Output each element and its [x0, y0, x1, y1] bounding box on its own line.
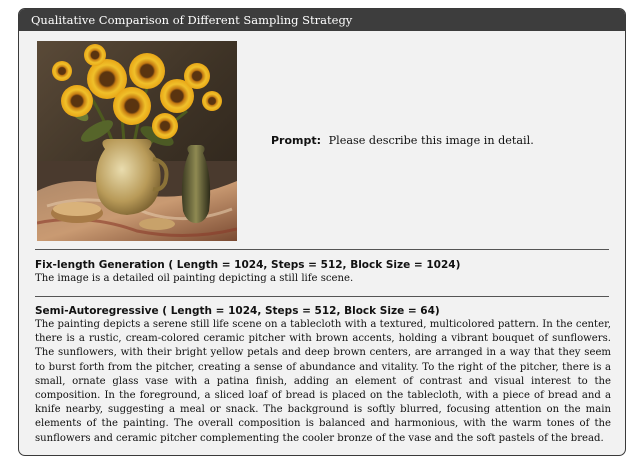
input-row: [37, 41, 607, 241]
comparison-card: [18, 8, 626, 456]
section-divider: [35, 296, 609, 297]
section-divider: [35, 249, 609, 250]
prompt-text: Please describe this image in detail.: [328, 134, 534, 147]
semi-autoregressive-section: [35, 304, 611, 446]
sunflower-painting-image: [37, 41, 237, 241]
semi-autoregressive-output: The painting depicts a serene still life scene on a tablecloth with a textured, multicolored pattern. In the center, there is a rustic, cream-colored ceramic pitcher with brown accents, holding a vibrant bouquet of sunflowers. The sunflowers, with their bright yellow petals and deep brown centers, are arranged in a way that they seem to burst forth from the pitcher, creating a sense of abundance and vitality. To the right of the pitcher, there is a small, ornate glass vase with a patina finish, adding an element of contrast and visual interest to the composition. In the foreground, a sliced loaf of bread is placed on the tablecloth, with a piece of bread and a knife nearby, suggesting a meal or snack. The background is softly blurred, focusing attention on the main elements of the painting. The overall composition is balanced and harmonious, with the warm tones of the sunflowers and ceramic pitcher complementing the cooler bronze of the vase and the soft pastels of the bread.: [35, 319, 611, 444]
prompt-label: Prompt:: [271, 134, 322, 147]
fix-length-section: [35, 258, 611, 286]
prompt-line: [271, 134, 534, 147]
fix-length-title: Fix-length Generation ( Length = 1024, Steps = 512, Block Size = 1024): [35, 259, 461, 271]
fix-length-output: The image is a detailed oil painting depicting a still life scene.: [35, 273, 354, 284]
semi-autoregressive-title: Semi-Autoregressive ( Length = 1024, Steps = 512, Block Size = 64): [35, 305, 440, 317]
card-title: Qualitative Comparison of Different Sampling Strategy: [19, 9, 625, 31]
